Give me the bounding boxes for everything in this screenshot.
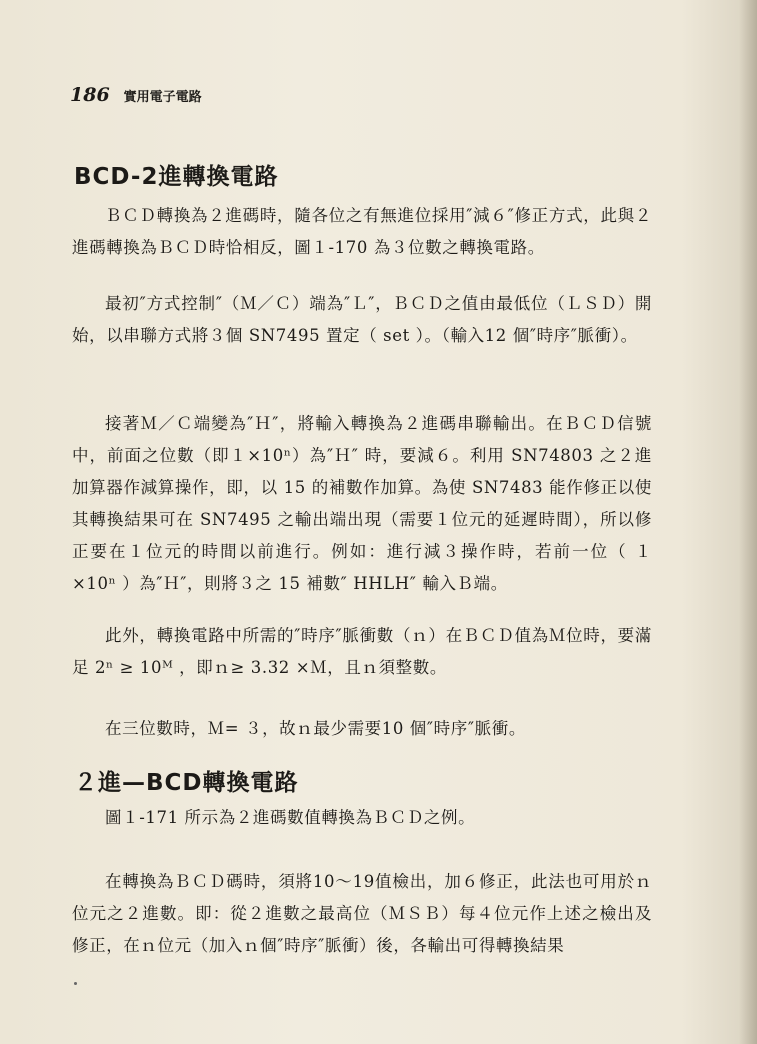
paragraph-7: 在轉換為ＢＣＤ碼時，須將10～19值檢出，加６修正，此法也可用於ｎ位元之２進數。即：從２進數之最高位（ＭＳＢ）每４位元作上述之檢出及修正，在ｎ位元（加入ｎ個″時序″脈衝）後，各輸出可得轉換結果 — [72, 872, 652, 955]
section-heading-bcd-to-binary: BCD-2進轉換電路 — [74, 164, 279, 190]
paragraph-1: ＢＣＤ轉換為２進碼時，隨各位之有無進位採用″減６″修正方式，此與２進碼轉換為ＢＣＤ時恰相反，圖１-170 為３位數之轉換電路。 — [72, 206, 652, 257]
page-header — [70, 84, 202, 108]
page-number: 186 — [70, 84, 110, 106]
paragraph-3: 接著Ｍ／Ｃ端變為″Ｈ″，將輸入轉換為２進碼串聯輸出。在ＢＣＤ信號中，前面之位數（即１×10ⁿ）為″Ｈ″ 時，要減６。利用 SN74803 之２進加算器作減算操作，即，以 15 的補數作加算。為使 SN7483 能作修正以使其轉換結果可在 SN7495 之輸出端出現（需要１位元的延遲時間），所以修正要在１位元的時間以前進行。例如：進行減３操作時，若前一位（ １×10ⁿ ）為″Ｈ″，則將３之 15 補數″ HHLH″ 輸入Ｂ端。 — [72, 414, 652, 593]
paragraph-5: 在三位數時，Ｍ= ３，故ｎ最少需要10 個″時序″脈衝。 — [105, 719, 526, 738]
page-edge-shadow — [739, 0, 757, 1044]
running-title: 實用電子電路 — [123, 90, 202, 105]
ink-speck — [74, 982, 77, 985]
paragraph-2: 最初″方式控制″（Ｍ／Ｃ）端為″Ｌ″，ＢＣＤ之值由最低位（ＬＳＤ）開始，以串聯方式將３個 SN7495 置定（ set ）。（輸入12 個″時序″脈衝）。 — [72, 294, 652, 345]
paragraph-6: 圖１-171 所示為２進碼數值轉換為ＢＣＤ之例。 — [105, 808, 476, 827]
section-heading-binary-to-bcd: ２進—BCD轉換電路 — [74, 770, 299, 796]
paragraph-4: 此外，轉換電路中所需的″時序″脈衝數（ｎ）在ＢＣＤ值為Ｍ位時，要滿足 2ⁿ ≥ 10ᴹ ，即ｎ≥ 3.32 ×Ｍ，且ｎ須整數。 — [72, 626, 652, 677]
